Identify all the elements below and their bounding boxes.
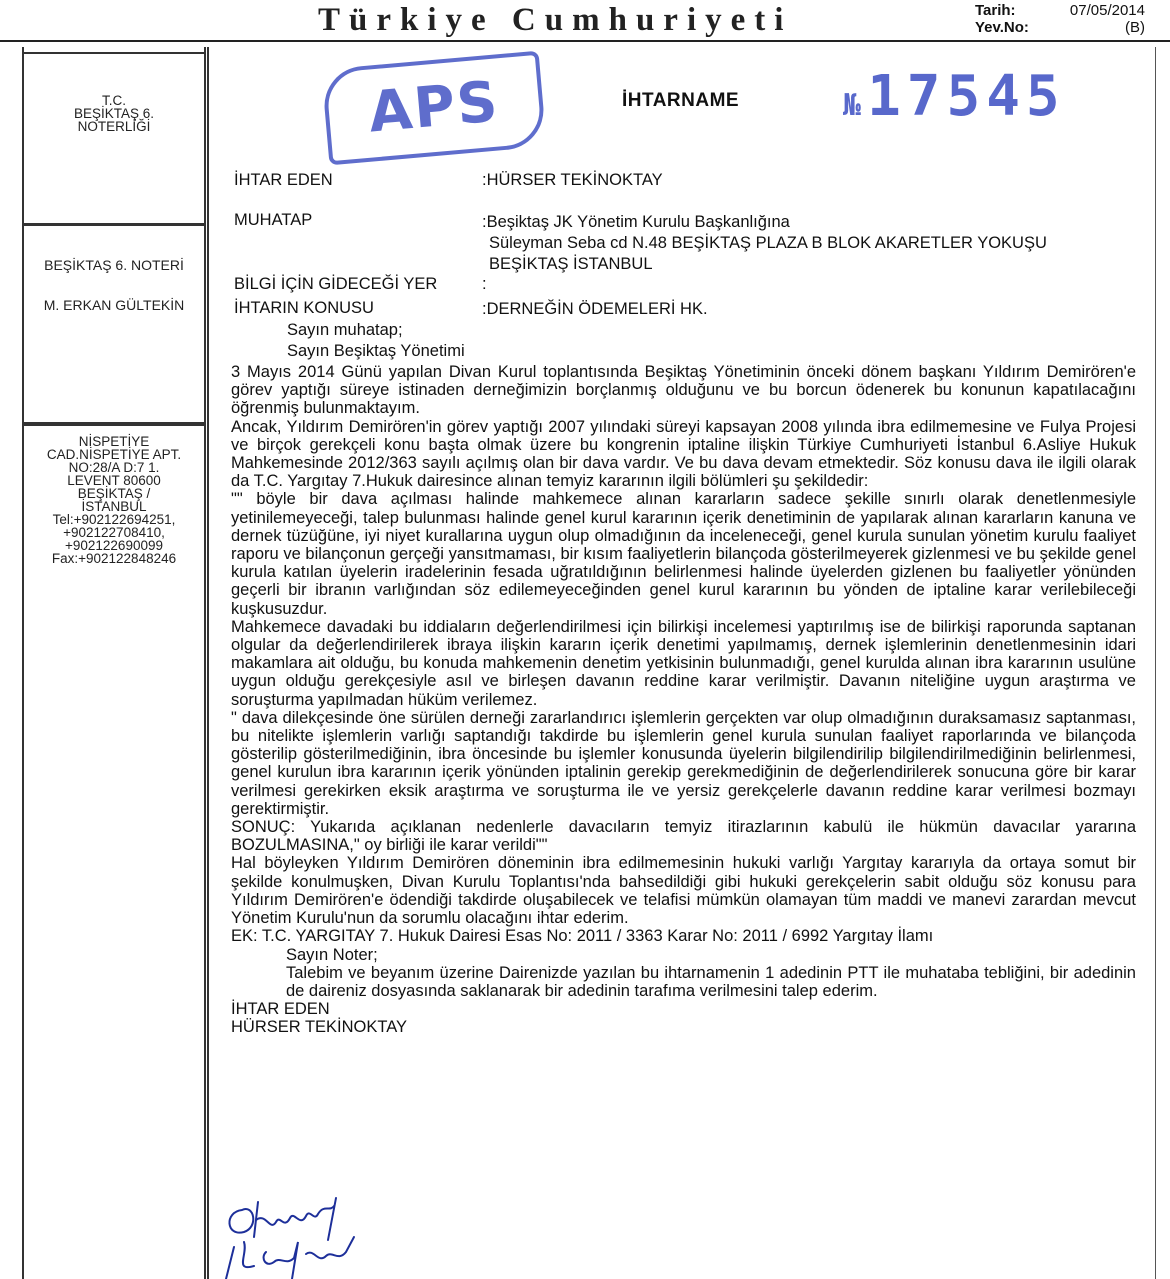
bilgi-value: : [482, 275, 487, 293]
muhatap-city: BEŞİKTAŞ İSTANBUL [489, 255, 653, 273]
greeting-yonetim: Sayın Beşiktaş Yönetimi [287, 342, 465, 360]
muhatap-address: Süleyman Seba cd N.48 BEŞİKTAŞ PLAZA B BLOK AKARETLER YOKUŞU [489, 234, 1047, 252]
signature-icon [214, 1192, 394, 1279]
greeting-muhatap: Sayın muhatap; [287, 321, 403, 339]
muhatap-label: MUHATAP [234, 211, 313, 229]
address-line: NİSPETİYE [78, 434, 150, 449]
address-line: İSTANBUL [81, 499, 147, 514]
notary-office-box [24, 52, 204, 226]
address-line: NO:28/A D:7 1. [68, 460, 160, 475]
body-paragraph: Mahkemece davadaki bu iddiaların değerlendirilmesi için bilirkişi incelemesi yaptırılmış ise de bilirkişi raporunda saptanan olgular da değerlendirilerek ibraya ilişkin kararın içerik denetimi yapılmamış, dernek işlemlerinin denetlenmesinin idari makamlara ait olduğu, bu konuda mahkemenin denetim yetkisinin bulunmadığı, genel kurulda alınan ibra kararının usulüne uygun olduğu gerekçesiyle asıl ve birleşen davanın reddine karar verilmiştir. Davanın niteliğine uygun araştırma ve soruşturma yapılmadan hüküm verilemez. [231, 617, 1136, 709]
body-paragraph: SONUÇ: Yukarıda açıklanan nedenlerle davacıların temyiz itirazlarının kabulü ile hükmün davacılar yararına BOZULMASINA," oy birliği ile karar verildi"" [231, 818, 1136, 855]
body-paragraph: EK: T.C. YARGITAY 7. Hukuk Dairesi Esas No: 2011 / 3363 Karar No: 2011 / 6992 Yargıtay İlamı [231, 927, 934, 946]
header-meta [975, 2, 1145, 36]
date-value: 07/05/2014 [1069, 2, 1145, 19]
body-paragraph: 3 Mayıs 2014 Günü yapılan Divan Kurul toplantısında Beşiktaş Yönetiminin önceki dönem başkanı Yıldırım Demirören'e görev yaptığı süreye istinaden derneğimizin borçlanmış olduğunu ve bu borcun ödenerek bu konunun kapatılacağını öğrenmiş bulunmaktayım. [231, 363, 1136, 418]
header-divider [0, 40, 1170, 42]
registry-number-stamp [843, 64, 1066, 129]
address-line: LEVENT 80600 [67, 473, 161, 488]
body-paragraph: Talebim ve beyanım üzerine Dairenizde yazılan bu ihtarnamenin 1 adedinin PTT ile muhataba tebliğini, bir adedinin de daireniz dosyasında saklanarak bir adedinin tarafıma verilmesini talep ederim. [286, 963, 1136, 1000]
ihtar-eden-value: :HÜRSER TEKİNOKTAY [482, 171, 663, 189]
address-line: BEŞİKTAŞ / [77, 486, 151, 501]
closing-name: HÜRSER TEKİNOKTAY [231, 1018, 408, 1037]
bilgi-label: BİLGİ İÇİN GİDECEĞİ YER [234, 275, 438, 293]
content-right-border [1155, 47, 1156, 1279]
konu-value: :DERNEĞİN ÖDEMELERİ HK. [482, 300, 708, 318]
address-line: +902122690099 [65, 538, 163, 553]
office-line: BEŞİKTAŞ 6. [73, 106, 155, 121]
registry-number: 17545 [867, 64, 1066, 129]
body-paragraph: " dava dilekçesinde öne sürülen derneği zararlandırıcı işlemlerin gerçekten var olup olmadığının duraksamasız saptanması, bu nitelikte işlemlerin varlığı saptandığı takdirde bu işlemlerin genel kurula sunulan faaliyet raporlarında ve bilançoda gösterilip gösterilmediğinin, ibra öncesinde bu işlemler konusunda üyelerin bilgilendirilip bilgilendirilmediğinin belirlenmesi, genel kurulun ibra kararının içerik yönünden iptalinin gerekip gerekmediğinin de değerlendirilerek sonucuna göre bir karar verilmesi gerekirken eksik araştırma ve soruşturma ile ve yersiz gerekçelerle davanın reddine karar verilmesi bozmayı gerektirmiştir. [231, 708, 1136, 818]
aps-stamp: APS [321, 51, 547, 166]
ihtar-eden-label: İHTAR EDEN [234, 171, 333, 189]
address-line: CAD.NİSPETİYE APT. [46, 447, 182, 462]
notary-sidebar [22, 47, 206, 1279]
address-line: Fax:+902122848246 [51, 551, 177, 566]
office-line: T.C. [101, 93, 126, 108]
body-paragraph: Sayın Noter; [286, 945, 378, 964]
page-header-title: Türkiye Cumhuriyeti [318, 2, 793, 38]
notary-line: M. ERKAN GÜLTEKİN [43, 297, 185, 313]
yev-value: (B) [1125, 19, 1145, 36]
body-paragraph: Hal böyleyken Yıldırım Demirören döneminin ibra edilmemesinin hukuki varlığı Yargıtay kararıyla da ortaya somut bir şekilde konulmuşken, Divan Kurulu Toplantısı'nda bahsedildiği gibi hukuki gerekçelerin sabit olduğu söz konusu para Yıldırım Demirören'e ödendiği takdirde oluşabilecek ve telafisi mümkün olamayan tüm maddi ve manevi zarardan mevcut Yönetim Kurulu'nun da sorumlu olacağını ihtar ederim. [231, 854, 1136, 928]
address-line: +902122708410, [63, 525, 165, 540]
konu-label: İHTARIN KONUSU [234, 299, 374, 317]
notary-line: BEŞİKTAŞ 6. NOTERİ [44, 257, 184, 273]
yev-label: Yev.No: [975, 19, 1029, 36]
office-line: NOTERLİĞİ [77, 119, 151, 134]
number-prefix: № [843, 88, 862, 123]
notary-address-box [24, 422, 204, 1279]
address-line: Tel:+902122694251, [52, 512, 176, 527]
muhatap-value: :Beşiktaş JK Yönetim Kurulu Başkanlığına [482, 213, 790, 231]
content-left-border [207, 47, 209, 1279]
body-paragraph: "" böyle bir dava açılması halinde mahkemece alınan kararların sadece şekille sınırlı olarak denetlenmesiyle yetinilemeyeceği, talep bulunması halinde genel kurul kararının içerik denetiminin de yapılarak alınan kararların kanuna ve dernek tüzüğüne, iyi niyet kurallarına uygun olup olmadığının da inceleneceği, genel kurula sunulan yönetim kurulu faaliyet raporu ve bilançonun gerçeği yansıtmaması, bir kısım faaliyetlerin bilançoda gösterilmeyerek gizlenmesi ve bu şekilde genel kurula katılan üyelerin iradelerinin fesada uğratıldığının belirlenmesi halinde üyelerden gizlenen bu faaliyetler yönünden geçerli bir ibranın varlığından söz edilemeyeceğinden genel kurul kararının bu yönden de iptaline karar verilebileceği kuşkusuzdur. [231, 490, 1136, 618]
notary-name-box [24, 223, 204, 426]
document-body [231, 363, 1136, 1037]
date-label: Tarih: [975, 2, 1016, 19]
closing-label: İHTAR EDEN [231, 1000, 330, 1019]
document-title: İHTARNAME [622, 90, 740, 111]
body-paragraph: Ancak, Yıldırım Demirören'in görev yaptığı 2007 yılındaki süreyi kapsayan 2008 yılında ibra edilmemesine ve Fulya Projesi ve birçok gerekçeli konu başta olmak üzere bu kongrenin iptaline ilişkin Türkiye Cumhuriyeti İstanbul 6.Asliye Hukuk Mahkemesinde 2012/363 sayılı açılmış olan bir dava vardır. Ve bu dava devam etmektedir. Söz konusu dava ile ilgili olarak da T.C. Yargıtay 7.Hukuk dairesince alınan temyiz kararının ilgili bölümleri şu şekildedir: [231, 417, 1136, 491]
